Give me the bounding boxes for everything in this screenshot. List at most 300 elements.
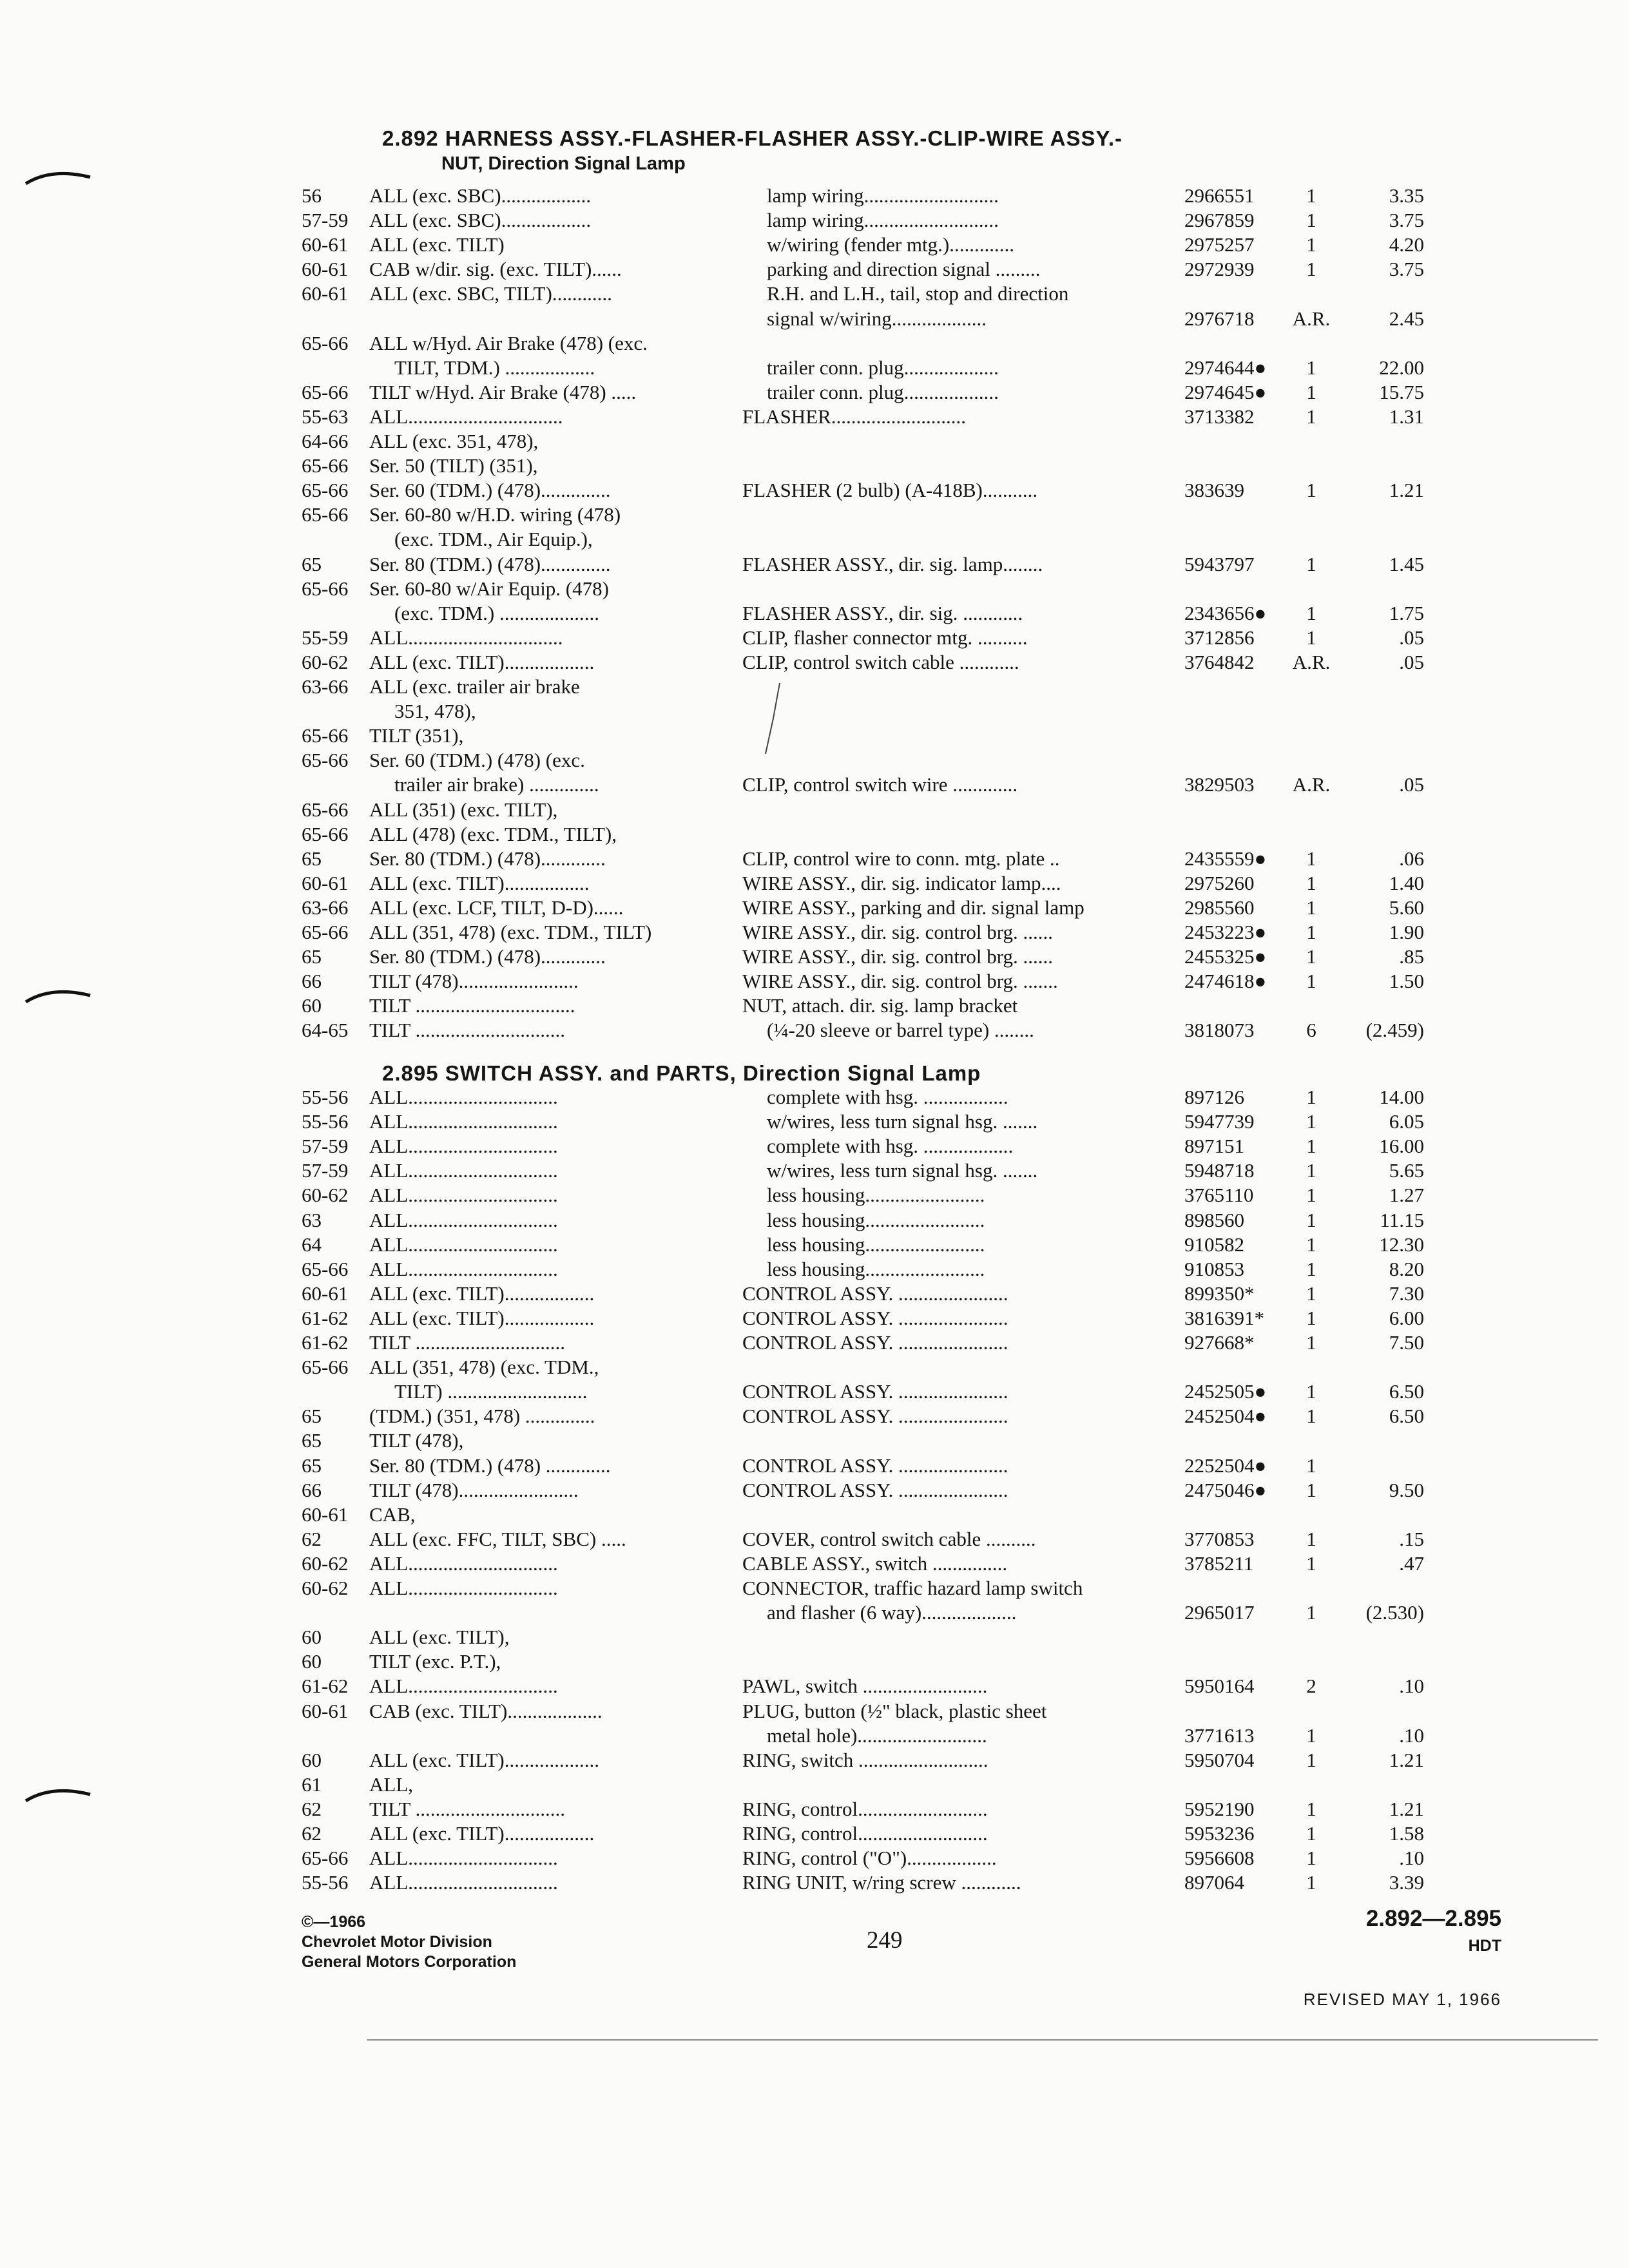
part-number: 3764842 bbox=[1184, 650, 1255, 673]
application: ALL (351) (exc. TILT), bbox=[369, 798, 558, 821]
price: 7.50 bbox=[1389, 1331, 1424, 1354]
part-description: FLASHER (2 bulb) (A-418B)........... bbox=[742, 479, 1038, 502]
part-number: 897064 bbox=[1184, 1871, 1244, 1894]
part-number: 899350* bbox=[1184, 1282, 1255, 1305]
parts-row bbox=[0, 847, 1629, 871]
model-years: 55-56 bbox=[302, 1086, 349, 1108]
price: 1.50 bbox=[1389, 970, 1424, 993]
part-description: w/wires, less turn signal hsg. ....... bbox=[767, 1159, 1038, 1182]
price: 1.75 bbox=[1389, 601, 1424, 624]
model-years: 57-59 bbox=[302, 1135, 349, 1158]
parts-row bbox=[0, 1576, 1629, 1600]
quantity: 1 bbox=[1306, 1478, 1316, 1501]
model-years: 55-56 bbox=[302, 1871, 349, 1894]
application: ALL (exc. 351, 478), bbox=[369, 430, 539, 452]
application: TILT .............................. bbox=[369, 1019, 565, 1042]
parts-row bbox=[0, 1331, 1629, 1355]
model-years: 65-66 bbox=[302, 577, 349, 600]
application: ALL (351, 478) (exc. TDM., TILT) bbox=[369, 921, 652, 943]
application: (TDM.) (351, 478) .............. bbox=[369, 1405, 595, 1428]
part-number: 5948718 bbox=[1184, 1159, 1255, 1182]
part-description: w/wiring (fender mtg.)............. bbox=[767, 233, 1014, 256]
quantity: 1 bbox=[1306, 380, 1316, 403]
parts-row bbox=[0, 380, 1629, 405]
price: 7.30 bbox=[1389, 1282, 1424, 1305]
part-description: less housing........................ bbox=[767, 1208, 985, 1231]
part-description: lamp wiring........................... bbox=[767, 184, 999, 207]
part-number: 2455325● bbox=[1184, 945, 1267, 968]
application: TILT (478), bbox=[369, 1429, 464, 1452]
model-years: 62 bbox=[302, 1822, 322, 1845]
quantity: 1 bbox=[1306, 921, 1316, 943]
part-description: WIRE ASSY., parking and dir. signal lamp bbox=[742, 896, 1084, 919]
parts-row bbox=[0, 1600, 1629, 1625]
application: Ser. 80 (TDM.) (478)............. bbox=[369, 847, 606, 870]
model-years: 55-63 bbox=[302, 405, 349, 428]
model-years: 60 bbox=[302, 1626, 322, 1649]
quantity: 1 bbox=[1306, 1847, 1316, 1870]
model-years: 61-62 bbox=[302, 1675, 349, 1698]
model-years: 65 bbox=[302, 1405, 322, 1428]
part-number: 2475046● bbox=[1184, 1478, 1267, 1501]
parts-row bbox=[0, 748, 1629, 773]
part-number: 2453223● bbox=[1184, 921, 1267, 943]
parts-row bbox=[0, 577, 1629, 601]
part-number: 383639 bbox=[1184, 479, 1244, 502]
application: 351, 478), bbox=[394, 700, 476, 723]
application: TILT) ............................ bbox=[394, 1380, 588, 1403]
parts-row bbox=[0, 527, 1629, 552]
part-number: 3770853 bbox=[1184, 1527, 1255, 1550]
parts-row bbox=[0, 356, 1629, 380]
price: .05 bbox=[1399, 650, 1424, 673]
parts-row bbox=[0, 282, 1629, 306]
part-number: 2976718 bbox=[1184, 307, 1255, 330]
application: ALL (exc. SBC, TILT)............ bbox=[369, 282, 612, 305]
application: Ser. 60 (TDM.) (478) (exc. bbox=[369, 749, 585, 772]
quantity: 1 bbox=[1306, 405, 1316, 428]
quantity: 1 bbox=[1306, 1282, 1316, 1305]
parts-row bbox=[0, 331, 1629, 356]
part-number: 2452505● bbox=[1184, 1380, 1267, 1403]
parts-row bbox=[0, 1699, 1629, 1724]
part-number: 3818073 bbox=[1184, 1019, 1255, 1042]
quantity: 1 bbox=[1306, 896, 1316, 919]
price: 22.00 bbox=[1379, 356, 1424, 379]
parts-row bbox=[0, 1649, 1629, 1674]
quantity: 1 bbox=[1306, 1110, 1316, 1133]
part-description: PLUG, button (½" black, plastic sheet bbox=[742, 1699, 1047, 1722]
parts-row bbox=[0, 1773, 1629, 1797]
part-description: and flasher (6 way)................... bbox=[767, 1601, 1017, 1624]
parts-row bbox=[0, 969, 1629, 994]
part-number: 2974644● bbox=[1184, 356, 1267, 379]
part-number: 2474618● bbox=[1184, 970, 1267, 993]
quantity: 1 bbox=[1306, 1208, 1316, 1231]
part-number: 927668* bbox=[1184, 1331, 1255, 1354]
model-years: 60 bbox=[302, 994, 322, 1017]
part-number: 2452504● bbox=[1184, 1405, 1267, 1428]
parts-row bbox=[0, 1478, 1629, 1503]
quantity: 1 bbox=[1306, 1331, 1316, 1354]
price: 1.27 bbox=[1389, 1184, 1424, 1207]
parts-row bbox=[0, 1821, 1629, 1846]
application: CAB (exc. TILT)................... bbox=[369, 1699, 602, 1722]
price: 2.45 bbox=[1389, 307, 1424, 330]
model-years: 57-59 bbox=[302, 209, 349, 232]
application: ALL.............................. bbox=[369, 1257, 558, 1280]
application: ALL (exc. TILT).................. bbox=[369, 650, 595, 673]
price: 3.75 bbox=[1389, 209, 1424, 232]
parts-row bbox=[0, 184, 1629, 208]
application: ALL.............................. bbox=[369, 1847, 558, 1870]
model-years: 61-62 bbox=[302, 1331, 349, 1354]
application: ALL (exc. TILT)................. bbox=[369, 871, 590, 894]
quantity: 1 bbox=[1306, 1871, 1316, 1894]
price: .85 bbox=[1399, 945, 1424, 968]
price: .05 bbox=[1399, 626, 1424, 649]
part-number: 2972939 bbox=[1184, 258, 1255, 281]
parts-row bbox=[0, 1797, 1629, 1821]
price: 15.75 bbox=[1379, 380, 1424, 403]
application: CAB, bbox=[369, 1503, 416, 1526]
part-description: FLASHER ASSY., dir. sig. lamp........ bbox=[742, 552, 1043, 575]
price: .10 bbox=[1399, 1724, 1424, 1747]
part-description: complete with hsg. ................. bbox=[767, 1086, 1008, 1108]
price: 1.21 bbox=[1389, 1748, 1424, 1771]
quantity: 1 bbox=[1306, 1527, 1316, 1550]
part-description: CLIP, flasher connector mtg. .......... bbox=[742, 626, 1028, 649]
model-years: 66 bbox=[302, 970, 322, 993]
quantity: 1 bbox=[1306, 626, 1316, 649]
section-title-2892: 2.892 HARNESS ASSY.-FLASHER-FLASHER ASSY.-CLIP-WIRE ASSY.- bbox=[382, 126, 1123, 150]
quantity: 1 bbox=[1306, 479, 1316, 502]
part-description: CONTROL ASSY. ...................... bbox=[742, 1331, 1008, 1354]
application: Ser. 80 (TDM.) (478).............. bbox=[369, 552, 611, 575]
parts-row bbox=[0, 798, 1629, 822]
part-number: 897151 bbox=[1184, 1135, 1244, 1158]
price: 1.21 bbox=[1389, 479, 1424, 502]
price: .47 bbox=[1399, 1552, 1424, 1575]
parts-row bbox=[0, 1454, 1629, 1478]
application: Ser. 80 (TDM.) (478)............. bbox=[369, 945, 606, 968]
parts-row bbox=[0, 552, 1629, 577]
application: ALL............................... bbox=[369, 626, 563, 649]
price: 5.65 bbox=[1389, 1159, 1424, 1182]
application: TILT (exc. P.T.), bbox=[369, 1650, 501, 1673]
application: ALL (exc. TILT).................. bbox=[369, 1306, 595, 1329]
application: ALL (exc. TILT).................. bbox=[369, 1822, 595, 1845]
application: ALL.............................. bbox=[369, 1577, 558, 1599]
parts-row bbox=[0, 1870, 1629, 1895]
application: TILT, TDM.) .................. bbox=[394, 356, 595, 379]
parts-row bbox=[0, 920, 1629, 945]
parts-row bbox=[0, 1183, 1629, 1207]
footer-publisher bbox=[302, 1912, 516, 1972]
part-number: 897126 bbox=[1184, 1086, 1244, 1108]
quantity: A.R. bbox=[1292, 650, 1331, 673]
price: .10 bbox=[1399, 1675, 1424, 1698]
part-description: RING, control ("O").................. bbox=[742, 1847, 997, 1870]
price: 3.75 bbox=[1389, 258, 1424, 281]
application: ALL.............................. bbox=[369, 1159, 558, 1182]
model-years: 61 bbox=[302, 1773, 322, 1796]
parts-row bbox=[0, 1552, 1629, 1576]
part-description: w/wires, less turn signal hsg. ....... bbox=[767, 1110, 1038, 1133]
application: ALL, bbox=[369, 1773, 414, 1796]
part-description: CONTROL ASSY. ...................... bbox=[742, 1405, 1008, 1428]
part-description: RING UNIT, w/ring screw ............ bbox=[742, 1871, 1021, 1894]
application: Ser. 80 (TDM.) (478) ............. bbox=[369, 1454, 611, 1477]
model-years: 57-59 bbox=[302, 1159, 349, 1182]
part-description: less housing........................ bbox=[767, 1257, 985, 1280]
part-description: NUT, attach. dir. sig. lamp bracket bbox=[742, 994, 1018, 1017]
application: ALL.............................. bbox=[369, 1184, 558, 1207]
price: .10 bbox=[1399, 1847, 1424, 1870]
model-years: 63-66 bbox=[302, 896, 349, 919]
part-description: metal hole).......................... bbox=[767, 1724, 987, 1747]
copyright: ©—1966 bbox=[302, 1913, 366, 1931]
part-number: 5943797 bbox=[1184, 552, 1255, 575]
quantity: 1 bbox=[1306, 356, 1316, 379]
application: TILT (478)........................ bbox=[369, 1478, 579, 1501]
model-years: 65-66 bbox=[302, 454, 349, 477]
part-description: RING, control.......................... bbox=[742, 1797, 988, 1820]
part-description: signal w/wiring................... bbox=[767, 307, 987, 330]
model-years: 65-66 bbox=[302, 503, 349, 526]
price: 12.30 bbox=[1379, 1233, 1424, 1256]
model-years: 60-62 bbox=[302, 650, 349, 673]
parts-row bbox=[0, 1748, 1629, 1773]
part-description: RING, switch .......................... bbox=[742, 1748, 988, 1771]
price: 6.00 bbox=[1389, 1306, 1424, 1329]
model-years: 64-65 bbox=[302, 1019, 349, 1042]
quantity: 6 bbox=[1306, 1019, 1316, 1042]
price: 6.05 bbox=[1389, 1110, 1424, 1133]
part-description: (¼-20 sleeve or barrel type) ........ bbox=[767, 1019, 1034, 1042]
model-years: 65-66 bbox=[302, 749, 349, 772]
price: 3.35 bbox=[1389, 184, 1424, 207]
parts-row bbox=[0, 1428, 1629, 1453]
model-years: 60-61 bbox=[302, 258, 349, 281]
parts-row bbox=[0, 503, 1629, 527]
quantity: 1 bbox=[1306, 258, 1316, 281]
application: ALL (exc. FFC, TILT, SBC) ..... bbox=[369, 1527, 626, 1550]
price: 5.60 bbox=[1389, 896, 1424, 919]
part-description: CLIP, control switch cable ............ bbox=[742, 650, 1019, 673]
parts-row bbox=[0, 1134, 1629, 1158]
application: ALL.............................. bbox=[369, 1110, 558, 1133]
application: trailer air brake) .............. bbox=[394, 773, 599, 796]
application: ALL (351, 478) (exc. TDM., bbox=[369, 1356, 599, 1379]
quantity: 1 bbox=[1306, 184, 1316, 207]
model-years: 65-66 bbox=[302, 331, 349, 354]
price: (2.530) bbox=[1365, 1601, 1424, 1624]
part-number: 3765110 bbox=[1184, 1184, 1254, 1207]
quantity: 1 bbox=[1306, 1257, 1316, 1280]
price: 8.20 bbox=[1389, 1257, 1424, 1280]
price: .15 bbox=[1399, 1527, 1424, 1550]
part-description: WIRE ASSY., dir. sig. control brg. ....... bbox=[742, 970, 1058, 993]
model-years: 63 bbox=[302, 1208, 322, 1231]
parts-row bbox=[0, 601, 1629, 626]
part-description: CONTROL ASSY. ...................... bbox=[742, 1306, 1008, 1329]
parts-row bbox=[0, 896, 1629, 920]
part-number: 2985560 bbox=[1184, 896, 1255, 919]
model-years: 62 bbox=[302, 1527, 322, 1550]
model-years: 60-62 bbox=[302, 1577, 349, 1599]
price: 14.00 bbox=[1379, 1086, 1424, 1108]
model-years: 60-61 bbox=[302, 1699, 349, 1722]
application: ALL.............................. bbox=[369, 1233, 558, 1256]
part-description: WIRE ASSY., dir. sig. control brg. ...... bbox=[742, 945, 1053, 968]
application: ALL.............................. bbox=[369, 1552, 558, 1575]
quantity: 2 bbox=[1306, 1675, 1316, 1698]
model-years: 62 bbox=[302, 1797, 322, 1820]
part-number: 2435559● bbox=[1184, 847, 1267, 870]
quantity: 1 bbox=[1306, 1159, 1316, 1182]
part-description: complete with hsg. .................. bbox=[767, 1135, 1014, 1158]
model-years: 56 bbox=[302, 184, 322, 207]
part-description: trailer conn. plug................... bbox=[767, 380, 999, 403]
application: ALL (exc. TILT), bbox=[369, 1626, 510, 1649]
parts-row bbox=[0, 699, 1629, 724]
quantity: 1 bbox=[1306, 209, 1316, 232]
model-years: 65 bbox=[302, 1454, 322, 1477]
part-description: CONTROL ASSY. ...................... bbox=[742, 1478, 1008, 1501]
model-years: 66 bbox=[302, 1478, 322, 1501]
quantity: 1 bbox=[1306, 1380, 1316, 1403]
application: ALL (exc. SBC).................. bbox=[369, 184, 592, 207]
part-description: CONTROL ASSY. ...................... bbox=[742, 1454, 1008, 1477]
part-number: 898560 bbox=[1184, 1208, 1244, 1231]
parts-row bbox=[0, 233, 1629, 257]
parts-row bbox=[0, 871, 1629, 896]
application: ALL.............................. bbox=[369, 1675, 558, 1698]
catalog-code: HDT bbox=[1468, 1937, 1501, 1955]
part-number: 2974645● bbox=[1184, 380, 1267, 403]
price: 1.31 bbox=[1389, 405, 1424, 428]
model-years: 64 bbox=[302, 1233, 322, 1256]
application: Ser. 50 (TILT) (351), bbox=[369, 454, 538, 477]
parts-row bbox=[0, 994, 1629, 1018]
parts-row bbox=[0, 307, 1629, 331]
application: ALL (exc. trailer air brake bbox=[369, 675, 580, 698]
part-number: 5950704 bbox=[1184, 1748, 1255, 1771]
application: TILT ................................ bbox=[369, 994, 575, 1017]
parts-row bbox=[0, 429, 1629, 454]
model-years: 65 bbox=[302, 552, 322, 575]
price: 1.45 bbox=[1389, 552, 1424, 575]
part-description: lamp wiring........................... bbox=[767, 209, 999, 232]
parts-row bbox=[0, 405, 1629, 429]
parts-row bbox=[0, 1503, 1629, 1527]
application: ALL.............................. bbox=[369, 1208, 558, 1231]
price: .06 bbox=[1399, 847, 1424, 870]
model-years: 65-66 bbox=[302, 798, 349, 821]
part-number: 2252504● bbox=[1184, 1454, 1267, 1477]
parts-row bbox=[0, 1233, 1629, 1257]
application: ALL (exc. SBC).................. bbox=[369, 209, 592, 232]
part-description: FLASHER........................... bbox=[742, 405, 967, 428]
model-years: 60-61 bbox=[302, 1503, 349, 1526]
price: 1.21 bbox=[1389, 1797, 1424, 1820]
application: Ser. 60-80 w/Air Equip. (478) bbox=[369, 577, 609, 600]
part-description: WIRE ASSY., dir. sig. control brg. ...... bbox=[742, 921, 1053, 943]
part-description: RING, control.......................... bbox=[742, 1822, 988, 1845]
model-years: 60-62 bbox=[302, 1552, 349, 1575]
part-number: 3712856 bbox=[1184, 626, 1255, 649]
part-description: CABLE ASSY., switch ............... bbox=[742, 1552, 1008, 1575]
price: 9.50 bbox=[1389, 1478, 1424, 1501]
model-years: 60-61 bbox=[302, 282, 349, 305]
parts-row bbox=[0, 1724, 1629, 1748]
application: ALL (exc. LCF, TILT, D-D)...... bbox=[369, 896, 624, 919]
section-range: 2.892—2.895 bbox=[1365, 1906, 1501, 1931]
parts-row bbox=[0, 1674, 1629, 1698]
part-number: 3785211 bbox=[1184, 1552, 1254, 1575]
price: 6.50 bbox=[1389, 1380, 1424, 1403]
part-number: 5956608 bbox=[1184, 1847, 1255, 1870]
model-years: 65-66 bbox=[302, 921, 349, 943]
part-number: 2343656● bbox=[1184, 601, 1267, 624]
parts-row bbox=[0, 1085, 1629, 1110]
part-description: COVER, control switch cable .......... bbox=[742, 1527, 1036, 1550]
part-description: R.H. and L.H., tail, stop and direction bbox=[767, 282, 1069, 305]
quantity: 1 bbox=[1306, 1233, 1316, 1256]
parts-row bbox=[0, 773, 1629, 797]
application: ALL (exc. TILT)................... bbox=[369, 1748, 599, 1771]
application: TILT w/Hyd. Air Brake (478) ..... bbox=[369, 380, 637, 403]
parts-row bbox=[0, 1846, 1629, 1870]
division-name: Chevrolet Motor Division bbox=[302, 1933, 492, 1951]
parts-row bbox=[0, 257, 1629, 282]
price: 6.50 bbox=[1389, 1405, 1424, 1428]
parts-row bbox=[0, 1158, 1629, 1183]
quantity: 1 bbox=[1306, 1454, 1316, 1477]
parts-row bbox=[0, 1379, 1629, 1404]
page-number: 249 bbox=[867, 1927, 903, 1954]
part-number: 2975257 bbox=[1184, 233, 1255, 256]
application: TILT .............................. bbox=[369, 1331, 565, 1354]
part-description: less housing........................ bbox=[767, 1184, 985, 1207]
price: 16.00 bbox=[1379, 1135, 1424, 1158]
model-years: 55-56 bbox=[302, 1110, 349, 1133]
quantity: 1 bbox=[1306, 1601, 1316, 1624]
part-description: CLIP, control switch wire ............. bbox=[742, 773, 1018, 796]
model-years: 60-61 bbox=[302, 871, 349, 894]
part-number: 5950164 bbox=[1184, 1675, 1255, 1698]
part-number: 5947739 bbox=[1184, 1110, 1255, 1133]
application: ALL.............................. bbox=[369, 1871, 558, 1894]
model-years: 60 bbox=[302, 1748, 322, 1771]
part-number: 910582 bbox=[1184, 1233, 1244, 1256]
model-years: 65-66 bbox=[302, 380, 349, 403]
application: TILT (478)........................ bbox=[369, 970, 579, 993]
application: ALL.............................. bbox=[369, 1086, 558, 1108]
model-years: 65-66 bbox=[302, 724, 349, 747]
quantity: A.R. bbox=[1292, 307, 1331, 330]
part-number: 5953236 bbox=[1184, 1822, 1255, 1845]
model-years: 60-61 bbox=[302, 1282, 349, 1305]
price: 3.39 bbox=[1389, 1871, 1424, 1894]
application: TILT .............................. bbox=[369, 1797, 565, 1820]
quantity: 1 bbox=[1306, 945, 1316, 968]
part-description: CONNECTOR, traffic hazard lamp switch bbox=[742, 1577, 1083, 1599]
part-description: less housing........................ bbox=[767, 1233, 985, 1256]
model-years: 61-62 bbox=[302, 1306, 349, 1329]
parts-row bbox=[0, 724, 1629, 748]
